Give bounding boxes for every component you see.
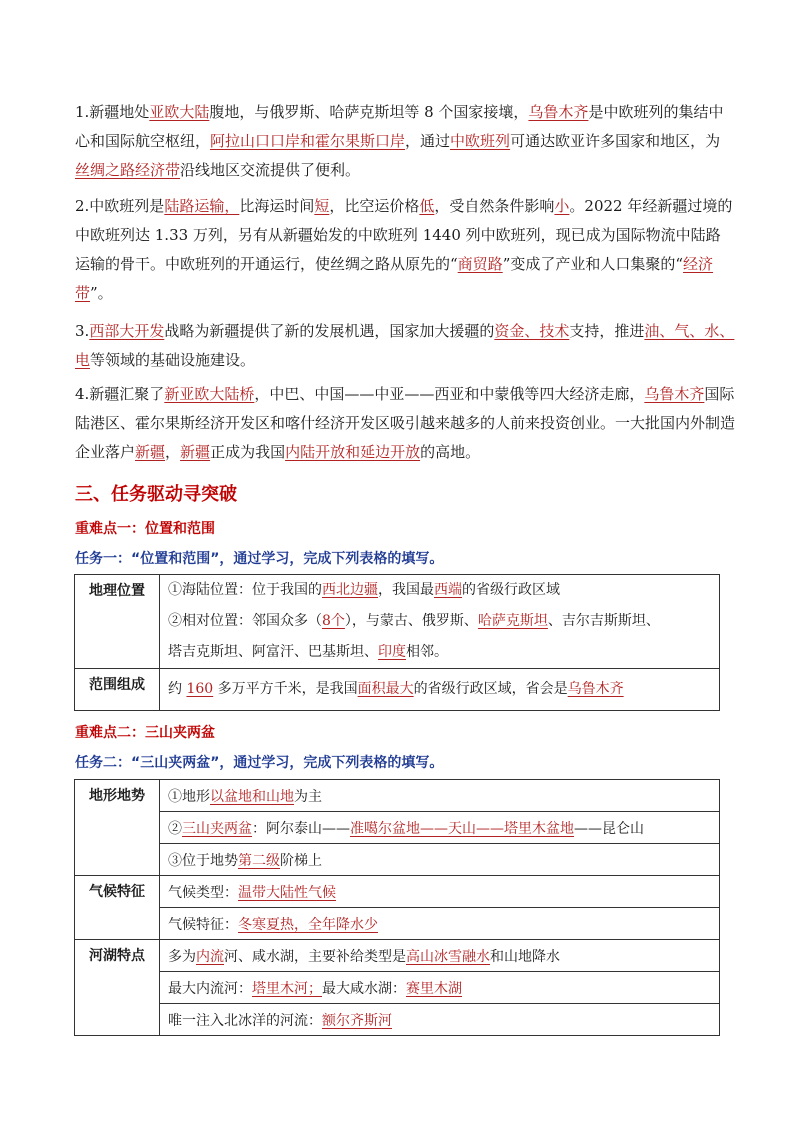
answer-text: 新疆	[135, 443, 166, 461]
answer-text: 乌鲁木齐	[644, 385, 705, 403]
location-cell	[160, 575, 720, 669]
table-row	[75, 844, 720, 876]
text-segment: 3.	[75, 322, 90, 340]
text-segment: 沿线地区交流提供了便利。	[180, 161, 361, 179]
text-segment: 阶梯上	[280, 852, 322, 869]
text-segment: ，我国最	[378, 582, 434, 598]
text-segment: 的省级行政区域，省会是	[413, 681, 568, 697]
text-segment: 是中欧班列的集结中心和国际航空枢纽，	[75, 103, 724, 150]
answer-text: 温带大陆性气候	[238, 884, 336, 901]
answer-text: 商贸路	[457, 255, 503, 273]
table-row	[75, 908, 720, 940]
text-segment: ，比空运价格	[329, 197, 420, 215]
text-segment: 可通达欧亚许多国家和地区，为	[510, 132, 721, 150]
text-segment: 气候特征：	[168, 916, 238, 933]
text-segment: 2.中欧班列是	[75, 197, 165, 215]
answer-text: 哈萨克斯坦	[477, 613, 548, 629]
text-segment: 和山地降水	[490, 948, 560, 965]
answer-text: 面积最大	[357, 681, 414, 697]
table-row	[75, 669, 720, 711]
text-segment: 最大内流河：	[168, 980, 252, 997]
answer-text: 资金、技术	[494, 322, 570, 340]
text-segment: 多万平方千米，是我国	[213, 681, 358, 697]
range-line	[168, 674, 711, 705]
answer-text: 冬寒夏热，全年降水少	[238, 916, 378, 933]
text-segment: ——昆仑山	[574, 820, 644, 837]
text-segment: ③位于地势	[168, 852, 238, 869]
text-segment: ，中巴、中国——中亚——西亚和中蒙俄等四大经济走廊，	[254, 385, 645, 403]
row-header-terrain: 地形地势	[75, 780, 160, 876]
answer-text: 乌鲁木齐	[567, 681, 624, 697]
terrain-cell	[160, 844, 720, 876]
location-line-3	[168, 637, 711, 668]
terrain-cell	[160, 780, 720, 812]
task-2-instruction: 任务二：“三山夹两盆”，通过学习，完成下列表格的填写。	[75, 755, 444, 771]
table-row	[75, 812, 720, 844]
answer-text: 准噶尔盆地——天山——塔里木盆地	[350, 820, 574, 837]
paragraph-3	[75, 317, 735, 375]
answer-text: 油、气、水、电	[75, 322, 735, 369]
paragraph-2	[75, 192, 735, 308]
river-cell	[160, 1004, 720, 1036]
text-segment: 比海运时间	[239, 197, 315, 215]
answer-text: 中欧班列	[450, 132, 511, 150]
climate-cell	[160, 876, 720, 908]
answer-text: 亚欧大陆	[149, 103, 210, 121]
table-row	[75, 972, 720, 1004]
text-segment: 河、咸水湖，主要补给类型是	[224, 948, 406, 965]
table-row	[75, 876, 720, 908]
table-row	[75, 1004, 720, 1036]
terrain-cell	[160, 812, 720, 844]
text-segment: 多为	[168, 948, 196, 965]
answer-text: 西部大开发	[89, 322, 165, 340]
table-row	[75, 940, 720, 972]
section-title: 三、任务驱动寻突破	[75, 484, 237, 505]
text-segment: 约	[168, 681, 187, 697]
answer-text: 第二级	[238, 852, 280, 869]
text-segment: 、吉尔吉斯斯坦、	[547, 613, 660, 629]
answer-text: 以盆地和山地	[210, 788, 294, 805]
text-segment: ①地形	[168, 788, 210, 805]
answer-text: 高山冰雪融水	[406, 948, 490, 965]
answer-text: 短	[314, 197, 330, 215]
table-row	[75, 575, 720, 669]
answer-text: 新疆	[180, 443, 211, 461]
answer-text: 经济带	[75, 255, 714, 302]
row-header-climate: 气候特征	[75, 876, 160, 940]
answer-text: 内陆开放和延边开放	[285, 443, 421, 461]
answer-text: 乌鲁木齐	[528, 103, 589, 121]
paragraph-4	[75, 380, 735, 467]
text-segment: 塔吉克斯坦、阿富汗、巴基斯坦、	[168, 644, 378, 660]
text-segment: 等领域的基础设施建设。	[90, 351, 256, 369]
answer-text: 小	[554, 197, 570, 215]
key-point-1: 重难点一：位置和范围	[75, 521, 215, 537]
answer-text: 8个	[322, 613, 345, 629]
answer-text: 额尔齐斯河	[322, 1012, 392, 1029]
text-segment: ②相对位置：邻国众多（	[168, 613, 322, 629]
text-segment: 国际陆港区、霍尔果斯经济开发区和喀什经济开发区吸引越来越多的人前来投资创业。一大批国内外制造企业落户	[75, 385, 736, 461]
answer-text: 陆路运输，	[164, 197, 240, 215]
text-segment: 腹地，与俄罗斯、哈萨克斯坦等 8 个国家接壤，	[209, 103, 529, 121]
river-cell	[160, 972, 720, 1004]
answer-text: 三山夹两盆	[182, 820, 252, 837]
text-segment: 战略为新疆提供了新的发展机遇，国家加大援疆的	[164, 322, 495, 340]
answer-text: 低	[419, 197, 435, 215]
river-cell	[160, 940, 720, 972]
paragraph-1	[75, 98, 735, 185]
text-segment: 相邻。	[406, 644, 448, 660]
answer-text: 160	[186, 681, 214, 697]
row-header-location: 地理位置	[75, 575, 160, 669]
text-segment: 正成为我国	[210, 443, 286, 461]
answer-text: 内流	[196, 948, 224, 965]
answer-text: 印度	[378, 644, 406, 660]
text-segment: ，通过	[405, 132, 451, 150]
answer-text: 西北边疆	[322, 582, 378, 598]
text-segment: 气候类型：	[168, 884, 238, 901]
answer-text: 丝绸之路经济带	[75, 161, 181, 179]
text-segment: ，受自然条件影响	[434, 197, 555, 215]
location-line-2	[168, 606, 711, 637]
table-terrain-climate-rivers	[74, 779, 720, 1036]
text-segment: 的高地。	[420, 443, 481, 461]
table-location-range	[74, 574, 720, 711]
range-cell	[160, 669, 720, 711]
text-segment: 4.新疆汇聚了	[75, 385, 165, 403]
text-segment: 的省级行政区域	[462, 582, 560, 598]
row-header-river: 河湖特点	[75, 940, 160, 1036]
answer-text: 塔里木河；	[252, 980, 322, 997]
task-1-instruction: 任务一：“位置和范围”，通过学习，完成下列表格的填写。	[75, 551, 444, 567]
table-row	[75, 780, 720, 812]
text-segment: 最大咸水湖：	[322, 980, 406, 997]
location-line-1	[168, 575, 711, 606]
text-segment: 1.新疆地处	[75, 103, 150, 121]
text-segment: 唯一注入北冰洋的河流：	[168, 1012, 322, 1029]
text-segment: 为主	[294, 788, 322, 805]
answer-text: 阿拉山口口岸和霍尔果斯口岸	[210, 132, 406, 150]
text-segment: ①海陆位置：位于我国的	[168, 582, 322, 598]
text-segment: 。2022 年经新疆过境的中欧班列达 1.33 万列，另有从新疆始发的中欧班列 1440 列中欧班列，现已成为国际物流中陆路运输的骨干。中欧班列的开通运行，使丝绸之路从原先的“	[75, 197, 733, 273]
text-segment: ”。	[90, 284, 113, 302]
answer-text: 赛里木湖	[406, 980, 462, 997]
text-segment: ②	[168, 820, 182, 837]
text-segment: ：阿尔泰山——	[252, 820, 350, 837]
text-segment: ”变成了产业和人口集聚的“	[502, 255, 684, 273]
text-segment: ，	[165, 443, 181, 461]
row-header-range: 范围组成	[75, 669, 160, 711]
text-segment: ），与蒙古、俄罗斯、	[344, 613, 478, 629]
answer-text: 西端	[434, 582, 462, 598]
text-segment: 支持，推进	[569, 322, 645, 340]
climate-cell	[160, 908, 720, 940]
key-point-2: 重难点二：三山夹两盆	[75, 725, 215, 741]
answer-text: 新亚欧大陆桥	[164, 385, 255, 403]
